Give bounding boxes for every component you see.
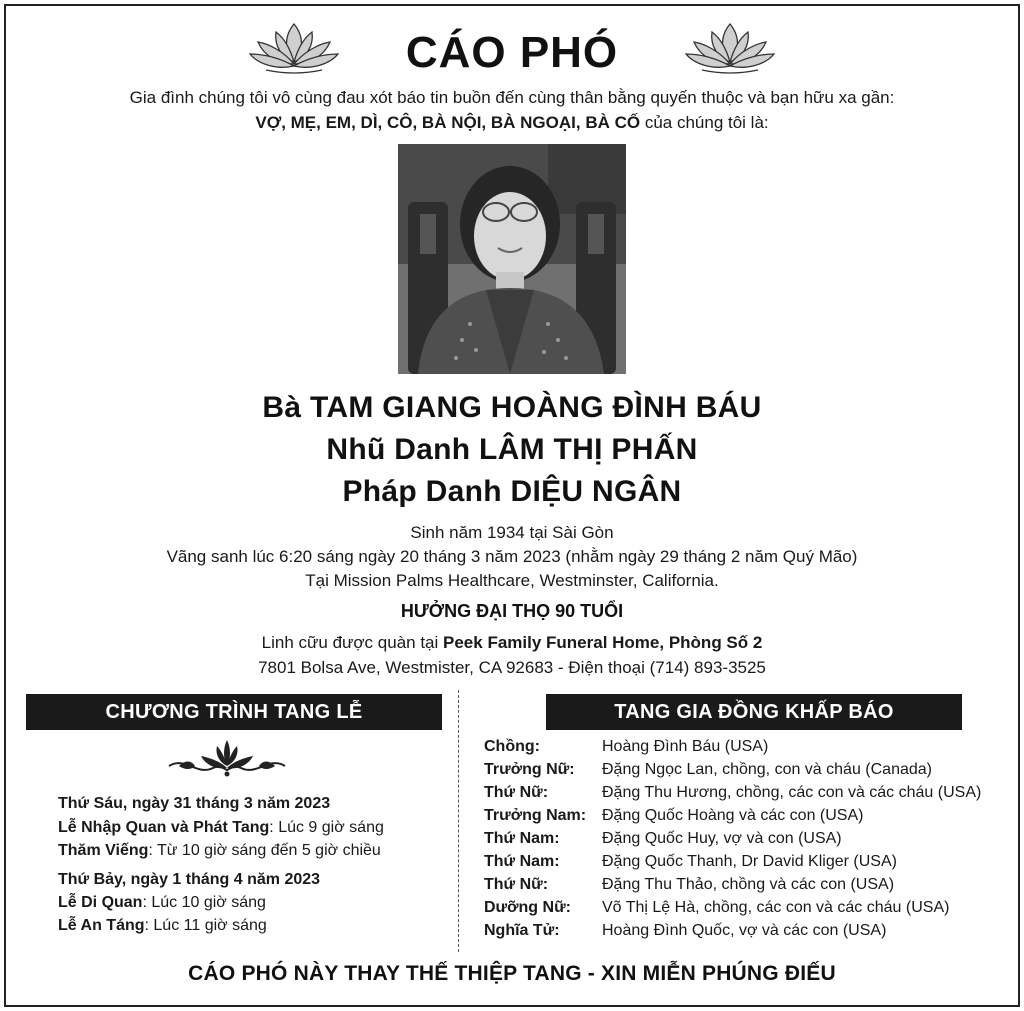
program-event1	[58, 819, 384, 837]
event-time: : Lúc 10 giờ sáng	[142, 894, 266, 911]
age-info: HƯỞNG ĐẠI THỌ 90 TUỔI	[400, 601, 624, 621]
program-event3	[58, 894, 266, 912]
passing-info: Vãng sanh lúc 6:20 sáng ngày 20 tháng 3 năm 2023 (nhằm ngày 29 tháng 2 năm Quý Mão)	[166, 547, 858, 566]
dharma-name: Pháp Danh DIỆU NGÂN	[342, 475, 682, 508]
family-member-row	[484, 899, 1014, 922]
event-time: : Từ 10 giờ sáng đến 5 giờ chiều	[148, 842, 381, 859]
program-day1	[58, 795, 330, 813]
family-name: Đặng Quốc Huy, vợ và con (USA)	[602, 830, 842, 847]
event-label: Thăm Viếng	[58, 842, 149, 859]
birth-info: Sinh năm 1934 tại Sài Gòn	[410, 523, 614, 542]
footer-notice: CÁO PHÓ NÀY THAY THẾ THIỆP TANG - XIN MIỄN PHÚNG ĐIẾU	[188, 962, 836, 985]
relations-list: VỢ, MẸ, EM, DÌ, CÔ, BÀ NỘI, BÀ NGOẠI, BÀ CỐ	[255, 113, 641, 132]
event-time: : Lúc 11 giờ sáng	[144, 917, 267, 934]
family-member-row	[484, 761, 1014, 784]
event-time: : Lúc 9 giờ sáng	[269, 819, 384, 836]
funeral-home-info	[0, 633, 1024, 653]
relations-suffix: của chúng tôi là:	[640, 113, 769, 132]
funeral-home-address: 7801 Bolsa Ave, Westmister, CA 92683 - Điện thoại (714) 893-3525	[258, 658, 766, 677]
program-day2-date: Thứ Bảy, ngày 1 tháng 4 năm 2023	[58, 871, 321, 888]
intro-relations	[0, 113, 1024, 133]
event-label: Lễ Di Quan	[58, 894, 143, 911]
funeral-home-prefix: Linh cữu được quàn tại	[261, 633, 444, 652]
column-divider	[458, 690, 459, 952]
family-name: Hoàng Đình Quốc, vợ và các con (USA)	[602, 922, 887, 939]
program-event2	[58, 842, 381, 860]
deceased-name: Bà TAM GIANG HOÀNG ĐÌNH BÁU	[262, 391, 762, 424]
family-name: Đặng Quốc Thanh, Dr David Kliger (USA)	[602, 853, 897, 870]
family-role: Thứ Nam:	[484, 853, 560, 870]
family-role: Thứ Nữ:	[484, 876, 549, 893]
family-member-row	[484, 807, 1014, 830]
maiden-name: Nhũ Danh LÂM THỊ PHẤN	[326, 433, 698, 466]
family-role: Thứ Nữ:	[484, 784, 549, 801]
family-role: Thứ Nam:	[484, 830, 560, 847]
intro-text: Gia đình chúng tôi vô cùng đau xót báo tin buồn đến cùng thân bằng quyến thuộc và bạn hữu xa gần:	[129, 88, 895, 107]
family-role: Nghĩa Tử:	[484, 922, 560, 939]
event-label: Lễ An Táng	[58, 917, 145, 934]
family-name: Đặng Thu Hương, chồng, các con và các cháu (USA)	[602, 784, 982, 801]
family-name: Đặng Quốc Hoàng và các con (USA)	[602, 807, 864, 824]
passing-place: Tại Mission Palms Healthcare, Westminster, California.	[305, 571, 719, 590]
family-role: Trưởng Nam:	[484, 807, 587, 824]
family-role: Dưỡng Nữ:	[484, 899, 571, 916]
family-member-row	[484, 922, 1014, 945]
program-heading: CHƯƠNG TRÌNH TANG LỄ	[26, 694, 442, 730]
family-name: Võ Thị Lệ Hà, chồng, các con và các cháu (USA)	[602, 899, 950, 916]
family-member-row	[484, 738, 1014, 761]
family-member-row	[484, 876, 1014, 899]
family-role: Chồng:	[484, 738, 540, 755]
family-name: Đặng Ngọc Lan, chồng, con và cháu (Canada)	[602, 761, 932, 778]
floral-ornament-icon	[165, 736, 289, 780]
family-member-row	[484, 830, 1014, 853]
family-member-row	[484, 853, 1014, 876]
page-title: CÁO PHÓ	[405, 28, 619, 77]
family-heading: TANG GIA ĐỒNG KHẤP BÁO	[546, 694, 962, 730]
family-role: Trưởng Nữ:	[484, 761, 575, 778]
family-member-row	[484, 784, 1014, 807]
event-label: Lễ Nhập Quan và Phát Tang	[58, 819, 270, 836]
program-event4	[58, 917, 267, 935]
funeral-home-name: Peek Family Funeral Home, Phòng Số 2	[443, 633, 763, 652]
portrait-photo	[398, 144, 626, 374]
family-name: Hoàng Đình Báu (USA)	[602, 738, 769, 755]
program-day1-date: Thứ Sáu, ngày 31 tháng 3 năm 2023	[58, 795, 331, 812]
program-day2	[58, 871, 320, 889]
family-name: Đặng Thu Thảo, chồng và các con (USA)	[602, 876, 895, 893]
